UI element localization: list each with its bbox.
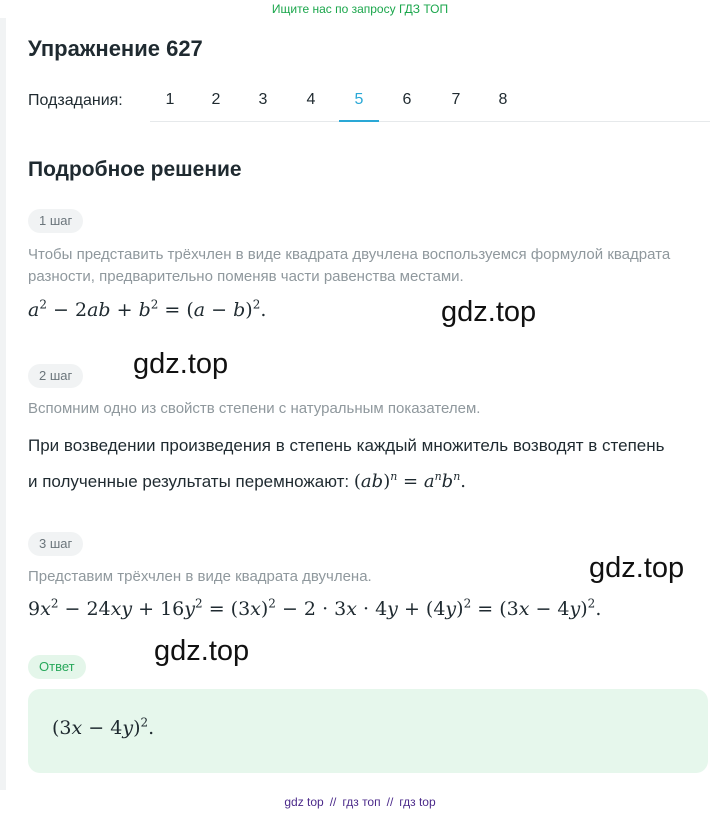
- watermark-4: gdz.top: [154, 635, 250, 667]
- step-1-badge: 1 шаг: [28, 209, 83, 233]
- top-banner[interactable]: Ищите нас по запросу ГДЗ ТОП: [271, 2, 449, 16]
- answer-formula: $(3x - 4y)^2$.: [52, 715, 155, 739]
- step-2-formula: $(ab)^n = a^nb^n$.: [353, 470, 467, 492]
- subtask-tab-6[interactable]: 6: [402, 91, 412, 108]
- step-3-formula: $9x^2 - 24xy + 16y^2 = (3x)^2 - 2 \cdot 3x \cdot 4y + (4y)^2 = (3x - 4y)^2$.: [28, 596, 602, 620]
- step-2-text: [28, 428, 678, 500]
- footer-links: [0, 795, 720, 809]
- answer-box: [28, 689, 708, 773]
- step-1-hint: Чтобы представить трёхчлен в виде квадрата двучлена воспользуемся формулой квадрата разности, предварительно поменяв части равенства местами.: [28, 246, 671, 285]
- subtask-tab-1[interactable]: 1: [165, 91, 175, 108]
- step-3-badge: 3 шаг: [28, 532, 83, 556]
- watermark-1: gdz.top: [441, 296, 537, 328]
- step-1-formula: $a^2 - 2ab + b^2 = (a - b)^2$.: [28, 297, 267, 321]
- solution-title: Подробное решение: [28, 158, 242, 181]
- exercise-title: Упражнение 627: [28, 36, 203, 61]
- subtask-tab-4[interactable]: 4: [306, 91, 316, 108]
- subtask-tab-8[interactable]: 8: [498, 91, 508, 108]
- subtask-tab-5-active[interactable]: 5: [339, 80, 379, 122]
- subtask-tab-7[interactable]: 7: [451, 91, 461, 108]
- subtask-tab-2[interactable]: 2: [211, 91, 221, 108]
- footer-separator: //: [329, 795, 337, 809]
- answer-badge: Ответ: [28, 655, 86, 679]
- footer-link-3[interactable]: гдз top: [399, 795, 436, 809]
- footer-separator: //: [386, 795, 394, 809]
- subtasks-tabs: [150, 80, 710, 122]
- step-3-hint: Представим трёхчлен в виде квадрата двучлена.: [28, 568, 372, 585]
- footer-link-1[interactable]: gdz top: [284, 795, 324, 809]
- watermark-2: gdz.top: [133, 348, 229, 380]
- footer-link-2[interactable]: гдз топ: [342, 795, 381, 809]
- step-2-hint: Вспомним одно из свойств степени с натуральным показателем.: [28, 400, 481, 417]
- step-2-badge: 2 шаг: [28, 364, 83, 388]
- watermark-3: gdz.top: [589, 552, 685, 584]
- subtask-tab-3[interactable]: 3: [258, 91, 268, 108]
- subtasks-label: Подзадания:: [28, 92, 123, 109]
- step-2-rule: При возведении произведения в степень каждый множитель возводят в степень и полученные результаты перемножают:: [28, 436, 665, 491]
- left-border: [0, 18, 6, 790]
